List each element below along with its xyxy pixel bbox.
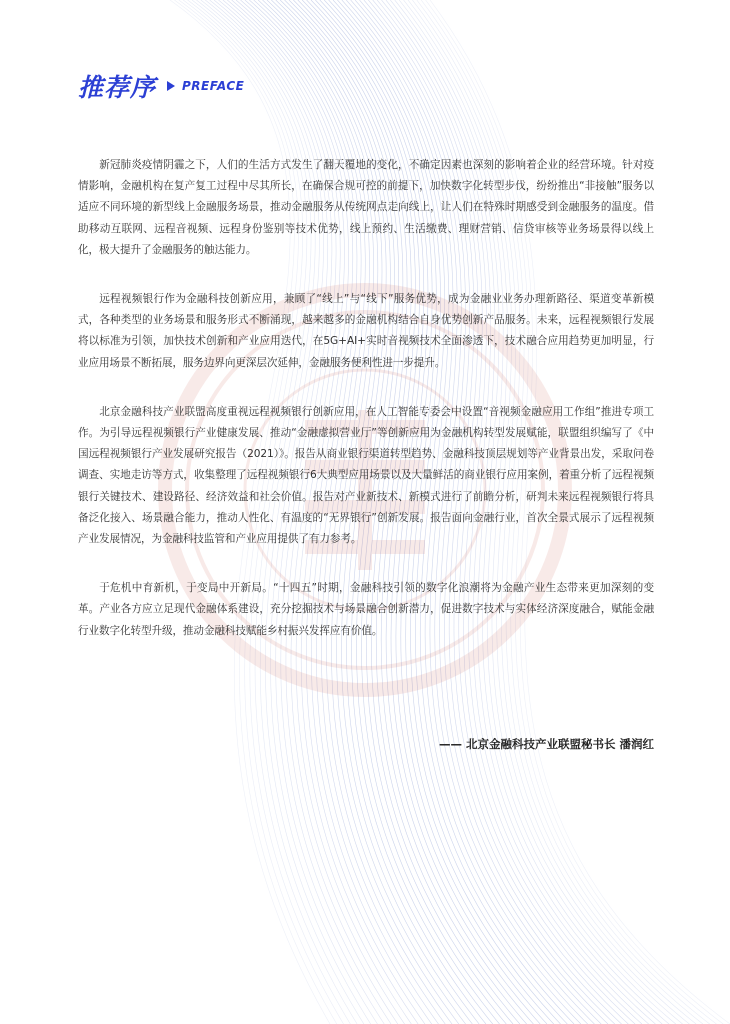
section-header	[78, 68, 244, 104]
triangle-right-icon	[167, 81, 175, 91]
paragraph-2: 远程视频银行作为金融科技创新应用，兼顾了“线上”与“线下”服务优势，成为金融业业务办理新路径、渠道变革新模式，各种类型的业务场景和服务形式不断涌现，越来越多的金融机构结合自身优势创新产品服务。未来，远程视频银行发展将以标准为引领，加快技术创新和产业应用迭代，在5G+AI+实时音视频技术全面渗透下，技术融合应用趋势更加明显，行业应用场景不断拓展，服务边界向更深层次延伸，金融服务便利性进一步提升。	[78, 293, 654, 369]
page-title: 推荐序	[78, 73, 157, 102]
signature: —— 北京金融科技产业联盟秘书长 潘润红	[438, 737, 654, 751]
preface-body	[78, 155, 654, 670]
paragraph-1: 新冠肺炎疫情阴霾之下，人们的生活方式发生了翻天覆地的变化，不确定因素也深刻的影响着企业的经营环境。针对疫情影响，金融机构在复产复工过程中尽其所长，在确保合规可控的前提下，加快数字化转型步伐，纷纷推出“非接触”服务以适应不同环境的新型线上金融服务场景，推动金融服务从传统网点走向线上，让人们在特殊时期感受到金融服务的温度。借助移动互联网、远程音视频、远程身份鉴别等技术优势，线上预约、生活缴费、理财营销、信贷审核等业务场景得以线上化，极大提升了金融服务的触达能力。	[78, 159, 654, 256]
page-subtitle-en: PREFACE	[182, 79, 245, 93]
paragraph-4: 于危机中育新机，于变局中开新局。“十四五”时期，金融科技引领的数字化浪潮将为金融产业生态带来更加深刻的变革。产业各方应立足现代金融体系建设，充分挖掘技术与场景融合创新潜力，促进数字技术与实体经济深度融合，赋能金融行业数字化转型升级，推动金融科技赋能乡村振兴发挥应有价值。	[78, 582, 654, 637]
paragraph-3: 北京金融科技产业联盟高度重视远程视频银行创新应用，在人工智能专委会中设置“音视频金融应用工作组”推进专项工作。为引导远程视频银行产业健康发展、推动“金融虚拟营业厅”等创新应用为金融机构转型发展赋能，联盟组织编写了《中国远程视频银行产业发展研究报告（2021）》。报告从商业银行渠道转型趋势、金融科技顶层规划等产业背景出发，采取问卷调查、实地走访等方式，收集整理了远程视频银行6大典型应用场景以及大量鲜活的商业银行应用案例，着重分析了远程视频银行关键技术、建设路径、经济效益和社会价值。报告对产业新技术、新模式进行了前瞻分析，研判未来远程视频银行将具备泛化接入、场景融合能力，推动人性化、有温度的“无界银行”创新发展。报告面向金融行业，首次全景式展示了远程视频产业发展情况，为金融科技监管和产业应用提供了有力参考。	[78, 405, 654, 546]
